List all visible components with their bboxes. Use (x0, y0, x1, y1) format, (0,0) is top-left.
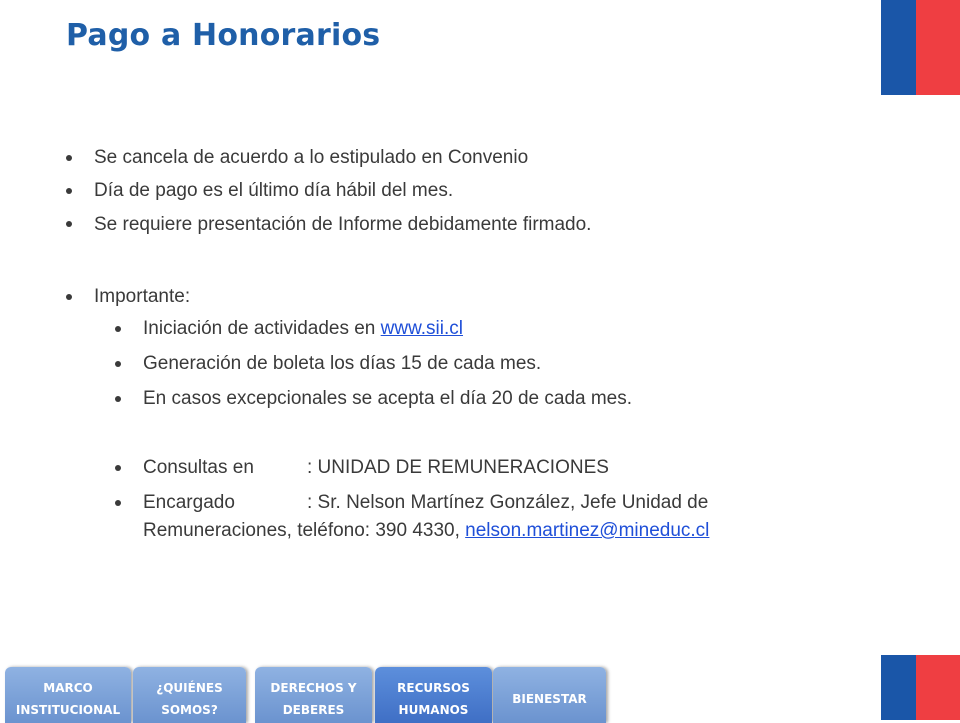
encargado-value: : Sr. Nelson Martínez González, Jefe Unidad de (307, 492, 709, 513)
bullet-importante: Importante: (94, 286, 191, 307)
bullet-dot (66, 188, 72, 194)
flag-blue-stripe-bottom (881, 655, 916, 720)
bullet-dia-pago: Día de pago es el último día hábil del mes. (94, 180, 454, 201)
nav-label-line2: HUMANOS (398, 703, 469, 717)
encargado-label: Encargado (143, 492, 235, 513)
nav-label-line2: DEBERES (282, 703, 345, 717)
flag-blue-stripe-top (881, 0, 916, 95)
bullet-convenio: Se cancela de acuerdo a lo estipulado en Convenio (94, 147, 529, 168)
bullet-consultas (143, 455, 609, 481)
flag-red-stripe-top (916, 0, 960, 95)
bullet-iniciacion (143, 316, 463, 342)
bullet-informe: Se requiere presentación de Informe debidamente firmado. (94, 214, 592, 235)
nav-label-line1: RECURSOS (397, 681, 470, 695)
nav-label-line2: INSTITUCIONAL (15, 703, 121, 717)
nav-label-line1: BIENESTAR (512, 692, 587, 706)
email-link[interactable]: nelson.martinez@mineduc.cl (465, 520, 710, 541)
iniciacion-text: Iniciación de actividades en (143, 318, 381, 339)
flag-red-stripe-bottom (916, 655, 960, 720)
bullet-dot (66, 294, 72, 300)
bullet-encargado-cont (143, 518, 709, 544)
encargado-contact: Remuneraciones, teléfono: 390 4330, (143, 520, 466, 541)
consultas-value: : UNIDAD DE REMUNERACIONES (307, 457, 609, 478)
bullet-dot (115, 500, 121, 506)
nav-label-line2: SOMOS? (161, 703, 218, 717)
nav-bienestar[interactable] (493, 667, 606, 723)
bullet-dot (115, 465, 121, 471)
bullet-dot (66, 155, 72, 161)
nav-label-line1: MARCO (43, 681, 93, 695)
bullet-dot (115, 396, 121, 402)
nav-marco-institucional[interactable] (5, 667, 131, 723)
bullet-encargado (143, 490, 708, 516)
sii-link[interactable]: www.sii.cl (380, 318, 463, 339)
bullet-dot (115, 361, 121, 367)
nav-label-line1: ¿QUIÉNES (156, 681, 223, 695)
nav-recursos-humanos[interactable] (375, 667, 492, 723)
consultas-label: Consultas en (143, 457, 254, 478)
bullet-excepcionales: En casos excepcionales se acepta el día 20 de cada mes. (143, 388, 633, 409)
bullet-dot (115, 326, 121, 332)
nav-quienes-somos[interactable] (133, 667, 246, 723)
bullet-dot (66, 221, 72, 227)
nav-derechos-deberes[interactable] (255, 667, 372, 723)
bullet-generacion: Generación de boleta los días 15 de cada mes. (143, 353, 542, 374)
page-title: Pago a Honorarios (66, 18, 381, 53)
nav-label-line1: DERECHOS Y (270, 681, 357, 695)
